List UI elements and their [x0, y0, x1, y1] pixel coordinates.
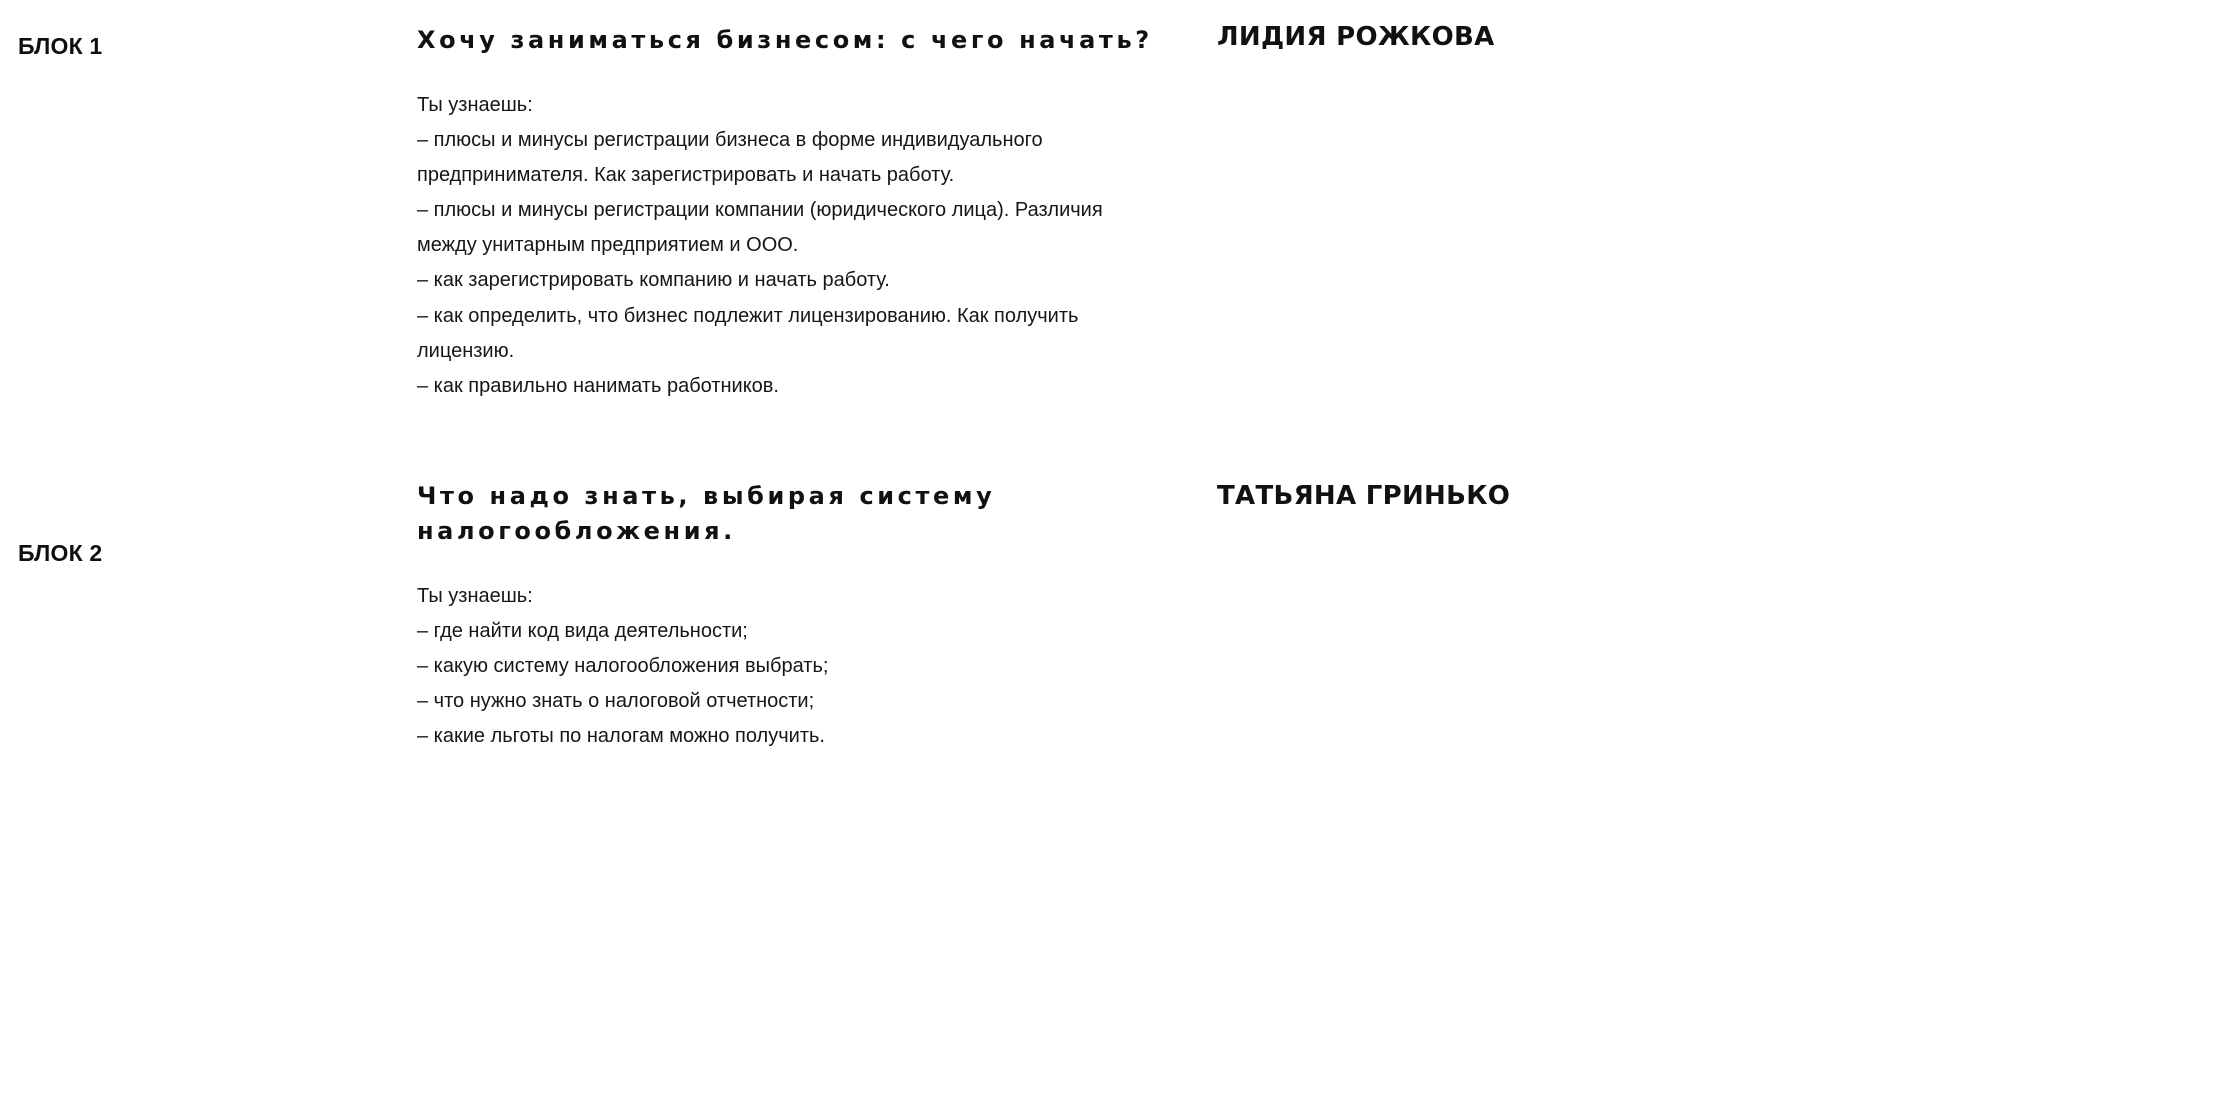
description-line: между унитарным предприятием и ООО.: [417, 234, 799, 257]
description-line: предпринимателя. Как зарегистрировать и начать работу.: [417, 164, 955, 187]
block-description: [417, 88, 1157, 404]
program-block-2: [0, 460, 1560, 772]
block-label: БЛОК 2: [18, 540, 103, 566]
description-line: Ты узнаешь:: [417, 585, 533, 607]
block-label: БЛОК 1: [18, 33, 103, 59]
description-line: – как определить, что бизнес подлежит лицензированию. Как получить: [417, 304, 1079, 327]
description-line: – где найти код вида деятельности;: [417, 620, 748, 643]
description-line: – плюсы и минусы регистрации компании (юридического лица). Различия: [417, 199, 1103, 222]
description-line: – как правильно нанимать работников.: [417, 374, 779, 397]
speaker-name: ТАТЬЯНА ГРИНЬКО: [1217, 481, 1511, 511]
block-title: Хочу заниматься бизнесом: с чего начать?: [417, 26, 1153, 54]
description-line: – как зарегистрировать компанию и начать работу.: [417, 269, 890, 292]
description-line: лицензию.: [417, 339, 515, 362]
description-line: – какие льготы по налогам можно получить.: [417, 725, 825, 748]
description-line: – что нужно знать о налоговой отчетности;: [417, 690, 815, 713]
program-block-1: [0, 0, 1560, 440]
description-line: – плюсы и минусы регистрации бизнеса в форме индивидуального: [417, 129, 1043, 152]
block-description: [417, 579, 1157, 754]
description-line: – какую систему налогообложения выбрать;: [417, 655, 829, 678]
speaker-name: ЛИДИЯ РОЖКОВА: [1217, 22, 1495, 52]
description-line: Ты узнаешь:: [417, 94, 533, 116]
block-title: Что надо знать, выбирая систему налогообложения.: [417, 482, 996, 545]
